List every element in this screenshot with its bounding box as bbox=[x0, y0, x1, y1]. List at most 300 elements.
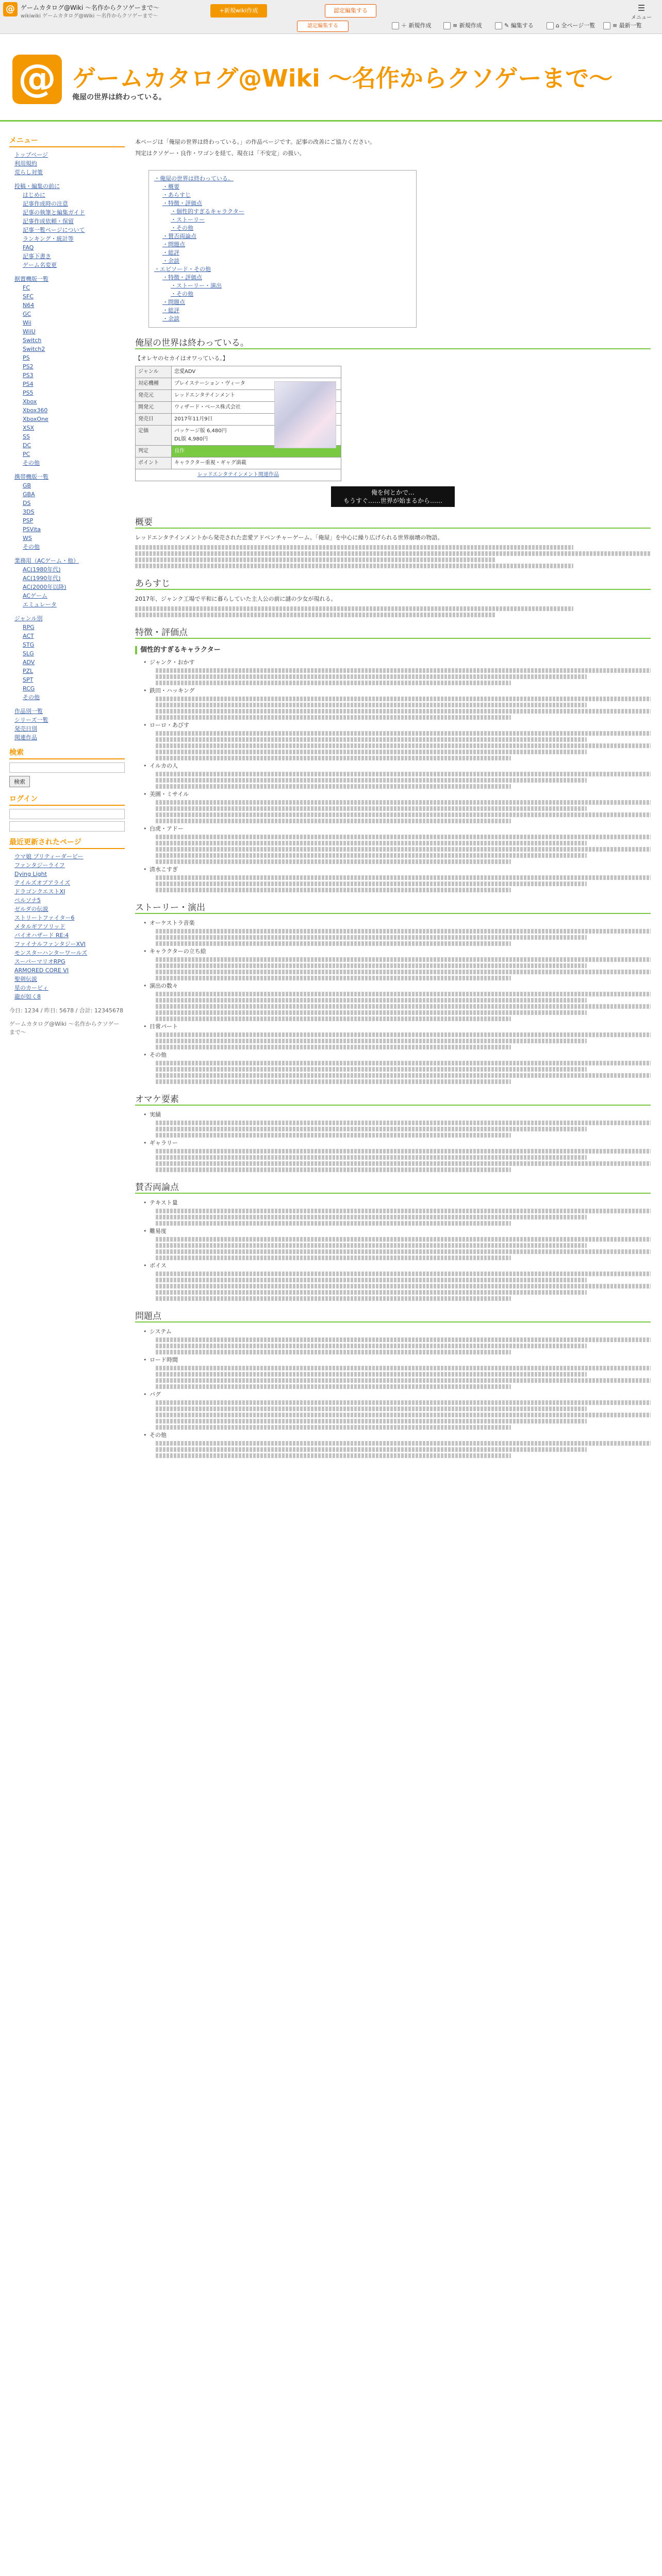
toc-item[interactable]: ・特徴・評価点 bbox=[162, 274, 202, 281]
sidebar-item[interactable]: シリーズ一覧 bbox=[14, 717, 48, 723]
list-item: • ジャンク・おかす bbox=[143, 658, 651, 667]
toc-item[interactable]: ・概要 bbox=[162, 183, 179, 190]
sidebar-item[interactable]: 記事一覧ページについて bbox=[23, 227, 85, 233]
tool-new-label: ＋ 新規作成 bbox=[401, 22, 432, 29]
section-story: ストーリー・演出 bbox=[135, 904, 651, 914]
text-line bbox=[156, 1039, 587, 1043]
sidebar-arcade-section bbox=[9, 556, 125, 609]
sidebar-item[interactable]: SLG bbox=[23, 650, 34, 657]
list-item: • その他 bbox=[143, 1431, 651, 1439]
section-mixed: 賛否両論点 bbox=[135, 1183, 651, 1194]
text-line bbox=[156, 703, 587, 707]
info-key: 対応機種 bbox=[136, 378, 172, 390]
sidebar-item[interactable]: AC(1990年代) bbox=[23, 575, 61, 582]
info-key: 開発元 bbox=[136, 402, 172, 414]
text-line bbox=[156, 681, 511, 685]
problem-list bbox=[143, 1328, 651, 1458]
sidebar-item[interactable]: エミュレータ bbox=[23, 601, 57, 608]
list-item: • キャラクターの立ち絵 bbox=[143, 947, 651, 956]
toc-item[interactable]: ・余談 bbox=[162, 315, 179, 322]
text-line bbox=[156, 697, 651, 701]
sidebar-counter: 今日: 1234 / 昨日: 5678 / 合計: 12345678 bbox=[9, 1007, 123, 1014]
text-line bbox=[156, 1243, 587, 1248]
text-line bbox=[156, 1400, 651, 1405]
text-line bbox=[156, 819, 511, 823]
main-content bbox=[135, 135, 651, 1462]
sidebar-item[interactable]: PS2 bbox=[23, 363, 34, 370]
section-features: 特徴・評価点 bbox=[135, 629, 651, 639]
text-line bbox=[156, 1337, 651, 1342]
toc-item[interactable]: ・ストーリー bbox=[171, 216, 205, 223]
sidebar-platform-title[interactable]: 据置機版一覧 bbox=[14, 276, 48, 282]
toc-item[interactable]: ・総評 bbox=[162, 307, 179, 314]
sidebar-item[interactable]: AC(2000年以降) bbox=[23, 584, 67, 590]
sidebar-guide-items bbox=[9, 191, 125, 269]
list-item: • イルカの人 bbox=[143, 762, 651, 770]
text-line bbox=[135, 606, 573, 611]
text-line bbox=[156, 1441, 651, 1446]
text-line bbox=[156, 957, 651, 962]
info-row bbox=[136, 366, 341, 378]
text-line bbox=[156, 935, 587, 940]
text-line bbox=[156, 1127, 587, 1131]
text-line bbox=[156, 992, 651, 996]
toc-item[interactable]: ・あらすじ bbox=[162, 192, 191, 198]
tool-all-pages[interactable] bbox=[547, 21, 595, 31]
info-value: 恋愛ADV bbox=[172, 366, 341, 378]
text-line bbox=[156, 1372, 587, 1377]
sidebar-item[interactable]: WS bbox=[23, 535, 32, 541]
sidebar-search-section bbox=[9, 747, 125, 788]
list-item: • テキスト量 bbox=[143, 1199, 651, 1207]
toc-item[interactable]: ・賛否両論点 bbox=[162, 233, 196, 240]
sidebar-platform-section bbox=[9, 275, 125, 467]
sidebar-item[interactable]: 記事作成依頼・保留 bbox=[23, 218, 74, 225]
sidebar-recent-item[interactable]: メタルギアソリッド bbox=[14, 923, 65, 930]
sidebar-item[interactable]: 記事作成時の注意 bbox=[23, 200, 68, 207]
sidebar-recent-item[interactable]: バイオハザード RE:4 bbox=[14, 932, 69, 939]
info-series-link[interactable] bbox=[136, 469, 341, 481]
sidebar-item[interactable]: 作品別一覧 bbox=[14, 708, 43, 715]
banner-line-2: もうすぐ……世界が始まるから…… bbox=[343, 497, 442, 504]
sidebar-item[interactable]: AC(1980年代) bbox=[23, 566, 61, 573]
box-art-image bbox=[274, 381, 336, 448]
tool-recent[interactable] bbox=[603, 21, 642, 31]
toc-item[interactable]: ・エピソード・その他 bbox=[154, 266, 211, 273]
sidebar-item[interactable]: XSX bbox=[23, 425, 35, 431]
toc-item[interactable]: ・その他 bbox=[171, 225, 193, 231]
list-item: • ボイス bbox=[143, 1262, 651, 1270]
text-line bbox=[156, 668, 651, 673]
text-line bbox=[156, 875, 651, 880]
sidebar-top-items bbox=[9, 150, 125, 177]
story-list bbox=[143, 919, 651, 1084]
text-line bbox=[156, 1032, 651, 1037]
sidebar-recent-item[interactable]: ドラゴンクエストXI bbox=[14, 888, 65, 895]
text-line bbox=[156, 970, 651, 974]
sidebar-item[interactable]: PSP bbox=[23, 517, 34, 524]
info-row bbox=[136, 469, 341, 481]
sidebar-login-section bbox=[9, 793, 125, 832]
list-item: • 清水こすぎ bbox=[143, 866, 651, 874]
sidebar-arcade-title[interactable]: 業務用（ACゲーム・他） bbox=[14, 557, 79, 564]
sidebar-item[interactable]: Wii bbox=[23, 319, 31, 326]
text-line bbox=[156, 1073, 651, 1078]
text-line bbox=[156, 784, 511, 789]
info-key: 発売日 bbox=[136, 414, 172, 426]
banner-line-1: 俺を何とかで… bbox=[371, 489, 415, 496]
list-icon bbox=[443, 22, 451, 29]
info-caption: 【オレヤのセカイはオワっている。】 bbox=[135, 355, 228, 362]
text-line bbox=[156, 1344, 587, 1348]
sidebar-item[interactable]: STG bbox=[23, 641, 35, 648]
sidebar bbox=[9, 135, 125, 1036]
sidebar-recent-item[interactable]: ARMORED CORE VI bbox=[14, 967, 69, 974]
info-value: 良作 bbox=[172, 446, 341, 457]
text-line bbox=[156, 847, 651, 852]
toc-item[interactable]: ・その他 bbox=[171, 291, 193, 297]
text-line bbox=[156, 806, 587, 811]
toc-item[interactable]: ・特徴・評価点 bbox=[162, 200, 202, 207]
toc-item[interactable]: ・総評 bbox=[162, 249, 179, 256]
sidebar-item[interactable]: ランキング・統計等 bbox=[23, 235, 74, 242]
sidebar-item[interactable]: ACゲーム bbox=[23, 592, 48, 599]
sidebar-item[interactable]: 発売日別 bbox=[14, 725, 37, 732]
sidebar-recent-item[interactable]: ファイナルファンタジーXVI bbox=[14, 941, 86, 947]
text-line bbox=[156, 1249, 651, 1254]
sidebar-item[interactable]: XboxOne bbox=[23, 416, 48, 422]
text-line bbox=[156, 1413, 651, 1417]
sidebar-item[interactable]: WiiU bbox=[23, 328, 36, 335]
series-link[interactable]: レッドエンタテインメント関連作品 bbox=[197, 472, 279, 478]
text-line bbox=[156, 882, 587, 886]
sidebar-item[interactable]: その他 bbox=[23, 544, 40, 550]
info-key: 判定 bbox=[136, 446, 172, 457]
text-line bbox=[156, 731, 651, 736]
sidebar-recent-item[interactable]: 星のカービィ bbox=[14, 985, 48, 991]
sidebar-item[interactable]: 3DS bbox=[23, 509, 35, 515]
text-line bbox=[156, 709, 651, 714]
sidebar-search-input[interactable] bbox=[9, 762, 125, 773]
text-line bbox=[156, 737, 587, 742]
text-line bbox=[156, 1221, 511, 1226]
text-line bbox=[156, 1278, 587, 1282]
toc-item[interactable]: ・余談 bbox=[162, 258, 179, 264]
sidebar-login-input[interactable] bbox=[9, 809, 125, 819]
sidebar-item[interactable]: GB bbox=[23, 482, 31, 489]
sidebar-item[interactable]: Xbox360 bbox=[23, 407, 48, 414]
wiki-logo-icon[interactable]: @ bbox=[3, 2, 18, 16]
sidebar-item[interactable]: Switch bbox=[23, 337, 42, 344]
sidebar-search-button[interactable]: 検索 bbox=[9, 776, 30, 787]
sidebar-item[interactable]: RCG bbox=[23, 685, 35, 692]
sidebar-genre-items bbox=[9, 623, 125, 702]
sidebar-item[interactable]: DS bbox=[23, 500, 31, 506]
toc-item[interactable]: ・個性的すぎるキャラクター bbox=[171, 208, 244, 215]
text-line bbox=[156, 715, 511, 720]
sidebar-recent-item[interactable]: モンスターハンターワールズ bbox=[14, 950, 88, 956]
plus-icon bbox=[392, 22, 399, 29]
sidebar-item[interactable]: PS3 bbox=[23, 372, 34, 379]
text-line bbox=[156, 835, 651, 839]
toc-item[interactable]: ・問題点 bbox=[162, 241, 185, 248]
other-list bbox=[143, 1111, 651, 1172]
tool-edit-label: ✎ 編集する bbox=[504, 22, 534, 29]
sidebar-item[interactable]: Switch2 bbox=[23, 346, 45, 352]
intro-text-2: 判定はクソゲー・良作・ワゴンを経て、現在は「不安定」の扱い。 bbox=[135, 150, 305, 157]
section-other: オマケ要素 bbox=[135, 1095, 651, 1106]
list-item: • 白虎・アドー bbox=[143, 825, 651, 833]
text-line bbox=[156, 674, 587, 679]
info-key: 定価 bbox=[136, 426, 172, 446]
text-line bbox=[135, 551, 651, 556]
sidebar-item[interactable]: Xbox bbox=[23, 398, 37, 405]
sidebar-item[interactable]: FAQ bbox=[23, 244, 34, 251]
info-value: プレイステーション・ヴィータ bbox=[172, 378, 341, 390]
text-line bbox=[156, 1215, 587, 1219]
sidebar-platform-items bbox=[9, 283, 125, 467]
list-item: • ギャラリー bbox=[143, 1139, 651, 1147]
text-line bbox=[156, 743, 651, 748]
new-wiki-button[interactable]: +新規wiki作成 bbox=[210, 4, 267, 18]
tool-new2[interactable] bbox=[443, 21, 482, 31]
sidebar-arcade-items bbox=[9, 565, 125, 609]
text-line bbox=[156, 812, 651, 817]
text-line bbox=[156, 1155, 587, 1160]
text-line bbox=[156, 963, 587, 968]
toc-item[interactable]: ・俺屋の世界は終わっている。 bbox=[154, 175, 234, 182]
text-line bbox=[156, 1067, 587, 1072]
text-line bbox=[156, 1010, 587, 1015]
table-of-contents bbox=[148, 170, 417, 328]
intro-text: 本ページは「俺屋の世界は終わっている。」の作品ページです。記事の改善にご協力ください。 bbox=[135, 139, 376, 145]
text-line bbox=[156, 1061, 651, 1065]
sidebar-item[interactable]: 記事の執筆と編集ガイド bbox=[23, 209, 85, 216]
sidebar-item[interactable]: 利用規約 bbox=[14, 160, 37, 167]
info-row bbox=[136, 457, 341, 469]
plot-text: 2017年、ジャンク工場で平和に暮らしていた主人公の前に謎の少女が現れる。 bbox=[135, 596, 337, 602]
sidebar-item[interactable]: 記事下書き bbox=[23, 253, 51, 260]
sidebar-item[interactable]: PS5 bbox=[23, 389, 34, 396]
site-logo-icon[interactable]: @ bbox=[12, 55, 62, 104]
text-line bbox=[156, 800, 651, 805]
text-line bbox=[156, 859, 511, 864]
sidebar-menu-title: メニュー bbox=[9, 135, 125, 147]
text-line bbox=[156, 853, 587, 858]
sidebar-item[interactable]: 荒らし対策 bbox=[14, 169, 43, 176]
wiki-title[interactable]: ゲームカタログ@Wiki ～名作からクソゲーまで～ bbox=[21, 4, 159, 11]
mixed-list bbox=[143, 1199, 651, 1301]
home-icon bbox=[547, 22, 554, 29]
text-line bbox=[156, 888, 511, 892]
sidebar-item[interactable]: トップページ bbox=[14, 151, 48, 158]
text-line bbox=[156, 1384, 511, 1389]
sidebar-item[interactable]: PC bbox=[23, 451, 30, 457]
sidebar-recent-item[interactable]: ペルソナ5 bbox=[14, 897, 41, 904]
list-item: • 日常パート bbox=[143, 1023, 651, 1031]
section-overview: 概要 bbox=[135, 518, 651, 529]
text-line bbox=[156, 1256, 511, 1260]
sidebar-item[interactable]: SFC bbox=[23, 293, 34, 300]
sidebar-recent-title: 最近更新されたページ bbox=[9, 837, 125, 849]
sidebar-search-title: 検索 bbox=[9, 747, 125, 759]
list-item: • その他 bbox=[143, 1051, 651, 1059]
text-line bbox=[156, 1004, 651, 1009]
list-item: • 演出の数々 bbox=[143, 982, 651, 990]
sidebar-item[interactable]: PZL bbox=[23, 668, 34, 674]
menu-button[interactable] bbox=[626, 3, 657, 21]
character-list bbox=[143, 658, 651, 892]
text-line bbox=[156, 841, 587, 845]
sidebar-item[interactable]: GC bbox=[23, 311, 31, 317]
sidebar-item[interactable]: N64 bbox=[23, 302, 35, 309]
text-line bbox=[156, 1296, 511, 1301]
text-line bbox=[156, 1016, 511, 1021]
sidebar-item[interactable]: ゲーム名変更 bbox=[23, 262, 57, 268]
sidebar-item[interactable]: はじめに bbox=[23, 192, 45, 198]
sidebar-recent-item[interactable]: ファンタジーライフ bbox=[14, 862, 65, 869]
text-line bbox=[156, 756, 511, 760]
sidebar-item[interactable]: SPT bbox=[23, 676, 34, 683]
info-value: キャラクター重視・ギャグ満載 bbox=[172, 457, 341, 469]
info-value: レッドエンタテインメント bbox=[172, 390, 341, 402]
article-title: 俺屋の世界は終わっている。 bbox=[135, 339, 651, 349]
sidebar-recent-section bbox=[9, 837, 125, 1001]
text-line bbox=[156, 1447, 587, 1452]
text-line bbox=[156, 1149, 651, 1154]
sidebar-footer: ゲームカタログ@Wiki ～名作からクソゲーまで～ bbox=[9, 1021, 120, 1036]
text-line bbox=[156, 1290, 587, 1295]
text-line bbox=[156, 772, 651, 776]
section-plot: あらすじ bbox=[135, 580, 651, 590]
info-key: ジャンル bbox=[136, 366, 172, 378]
sidebar-recent-item[interactable]: テイルズオブアライズ bbox=[14, 879, 71, 886]
tool-new[interactable] bbox=[392, 21, 432, 31]
text-line bbox=[156, 1350, 511, 1354]
section-problems: 問題点 bbox=[135, 1312, 651, 1323]
text-line bbox=[156, 1366, 651, 1370]
menu-label: メニュー bbox=[631, 15, 652, 21]
text-line bbox=[156, 1209, 651, 1213]
info-value: ウィザード・ベース株式会社 bbox=[172, 402, 341, 414]
text-line bbox=[156, 1161, 651, 1166]
info-value: パッケージ版 6,480円 DL版 4,980円 bbox=[172, 426, 341, 446]
text-line bbox=[156, 1378, 651, 1383]
list-icon bbox=[603, 22, 610, 29]
sidebar-recent-item[interactable]: ゼルダの伝説 bbox=[14, 906, 48, 912]
list-item: • バグ bbox=[143, 1391, 651, 1399]
top-bar bbox=[0, 0, 662, 34]
tool-new2-label: ≡ 新規作成 bbox=[453, 22, 482, 29]
site-header bbox=[0, 34, 662, 122]
text-line bbox=[156, 1453, 511, 1458]
text-line bbox=[135, 613, 496, 617]
sidebar-item[interactable]: ACT bbox=[23, 633, 34, 639]
tool-edit[interactable] bbox=[495, 21, 534, 31]
toc-item[interactable]: ・問題点 bbox=[162, 299, 185, 306]
wiki-subtitle: wikiwiki ゲームカタログ@Wiki ～名作からクソゲーまで～ bbox=[21, 13, 158, 19]
sidebar-recent-item[interactable]: ストリートファイター6 bbox=[14, 914, 75, 921]
sidebar-recent-item[interactable]: 龍が如く8 bbox=[14, 993, 41, 1000]
info-value: 2017年11月9日 bbox=[172, 414, 341, 426]
text-line bbox=[135, 557, 496, 562]
text-line bbox=[156, 1425, 511, 1430]
overview-text: レッドエンタテインメントから発売された恋愛アドベンチャーゲーム。「俺屋」を中心に繰り広げられる世界崩壊の物語。 bbox=[135, 534, 443, 541]
tool-recent-label: ≡ 最新一覧 bbox=[613, 22, 642, 29]
info-value-extra: DL版 4,980円 bbox=[174, 436, 208, 442]
sidebar-guide-title[interactable]: 投稿・編集の前に bbox=[14, 183, 60, 190]
sidebar-item[interactable]: GBA bbox=[23, 491, 35, 498]
sidebar-item[interactable]: その他 bbox=[23, 460, 40, 466]
list-item: • ロード時間 bbox=[143, 1356, 651, 1364]
pencil-icon bbox=[495, 22, 502, 29]
edit-button-secondary[interactable]: 認定編集する bbox=[297, 21, 349, 32]
text-line bbox=[135, 545, 573, 550]
info-key: 発売元 bbox=[136, 390, 172, 402]
text-line bbox=[156, 1284, 651, 1289]
text-line bbox=[156, 1133, 511, 1138]
list-item: • ローロ・あびす bbox=[143, 721, 651, 730]
sidebar-login-title: ログイン bbox=[9, 793, 125, 806]
banner-quote bbox=[331, 486, 455, 507]
sidebar-handheld-title[interactable]: 携帯機版一覧 bbox=[14, 473, 48, 480]
site-title[interactable]: ゲームカタログ@Wiki ～名作からクソゲーまで～ bbox=[72, 64, 613, 92]
edit-button[interactable]: 認定編集する bbox=[325, 4, 376, 18]
text-line bbox=[156, 929, 651, 934]
info-table-wrap bbox=[135, 366, 352, 481]
sidebar-guide-section bbox=[9, 182, 125, 269]
list-item: • 美園・ミサイル bbox=[143, 790, 651, 799]
text-line bbox=[156, 998, 587, 1003]
sidebar-item[interactable]: DC bbox=[23, 442, 31, 449]
sidebar-item[interactable]: その他 bbox=[23, 694, 40, 701]
sidebar-item[interactable]: 関連作品 bbox=[14, 734, 37, 741]
toc-item[interactable]: ・ストーリー・演出 bbox=[171, 282, 222, 289]
info-key: ポイント bbox=[136, 457, 172, 469]
list-item: • システム bbox=[143, 1328, 651, 1336]
sidebar-item[interactable]: PS4 bbox=[23, 381, 34, 387]
sidebar-handheld-section bbox=[9, 472, 125, 551]
sidebar-item[interactable]: FC bbox=[23, 284, 30, 291]
list-item: • 鉄田・ハッキング bbox=[143, 687, 651, 695]
text-line bbox=[156, 976, 511, 980]
sidebar-extra-items bbox=[9, 707, 125, 742]
sidebar-item[interactable]: PSVita bbox=[23, 526, 41, 533]
text-line bbox=[156, 1045, 511, 1049]
text-line bbox=[156, 1167, 511, 1172]
sidebar-recent-item[interactable]: スーパーマリオRPG bbox=[14, 958, 65, 965]
sidebar-recent-item[interactable]: Dying Light bbox=[14, 871, 47, 877]
sidebar-recent-item[interactable]: ウマ娘 プリティーダービー bbox=[14, 853, 84, 860]
text-line bbox=[156, 1419, 587, 1423]
text-line bbox=[156, 1406, 587, 1411]
sidebar-recent-item[interactable]: 聖剣伝説 bbox=[14, 976, 37, 982]
list-item: • 難易度 bbox=[143, 1227, 651, 1235]
sidebar-item[interactable]: SS bbox=[23, 433, 30, 440]
list-item: • オーケストラ音楽 bbox=[143, 919, 651, 927]
site-subtitle: 俺屋の世界は終わっている。 bbox=[72, 93, 166, 101]
text-line bbox=[156, 750, 587, 754]
sidebar-item[interactable]: RPG bbox=[23, 624, 35, 631]
list-item: • 実績 bbox=[143, 1111, 651, 1119]
text-line bbox=[156, 778, 587, 783]
sidebar-password-input[interactable] bbox=[9, 821, 125, 832]
sidebar-item[interactable]: PS bbox=[23, 354, 30, 361]
text-line bbox=[156, 1121, 651, 1125]
sidebar-genre-title[interactable]: ジャンル別 bbox=[14, 615, 43, 622]
text-line bbox=[156, 1272, 651, 1276]
sidebar-item[interactable]: ADV bbox=[23, 659, 35, 666]
